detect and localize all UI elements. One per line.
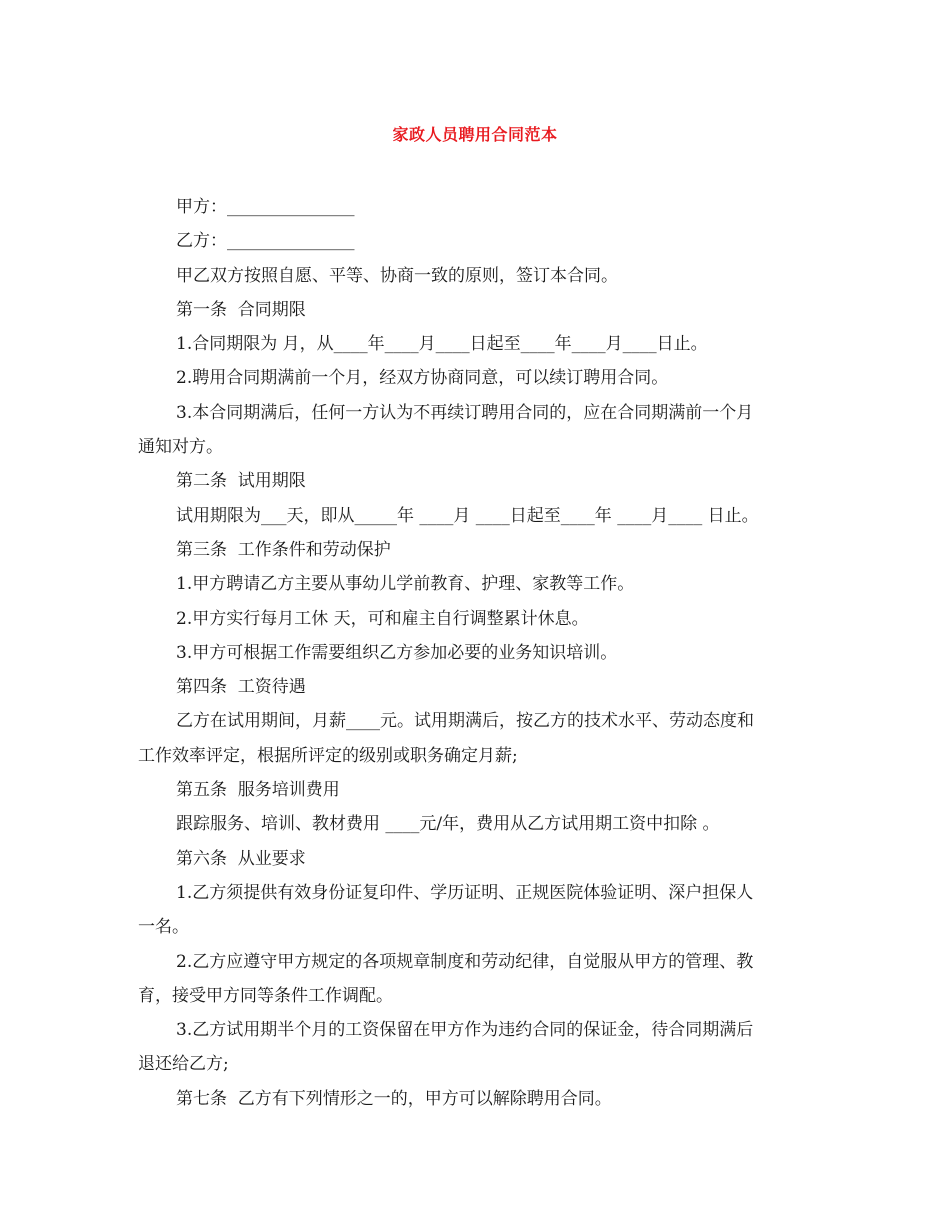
contract-body: [138, 190, 820, 1116]
article-3-clause-1: 1.甲方聘请乙方主要从事幼儿学前教育、护理、家教等工作。: [176, 574, 635, 595]
article-3-clause-3: 3.甲方可根据工作需要组织乙方参加必要的业务知识培训。: [176, 642, 618, 663]
article-4-text: 乙方在试用期间，月薪____元。试用期满后，按乙方的技术水平、劳动态度和: [176, 711, 754, 732]
article-7-heading: 第七条 乙方有下列情形之一的，甲方可以解除聘用合同。: [176, 1088, 612, 1109]
article-1-clause-3: 3.本合同期满后，任何一方认为不再续订聘用合同的，应在合同期满前一个月: [176, 402, 754, 423]
article-4-text-continued: 工作效率评定，根据所评定的级别或职务确定月薪;: [138, 745, 518, 766]
document-title: 家政人员聘用合同范本: [392, 125, 558, 144]
article-6-clause-2: 2.乙方应遵守甲方规定的各项规章制度和劳动纪律，自觉服从甲方的管理、教: [176, 951, 754, 972]
article-1-clause-3-continued: 通知对方。: [138, 437, 223, 458]
article-5-heading: 第五条 服务培训费用: [176, 780, 340, 801]
article-6-clause-3-continued: 退还给乙方;: [138, 1054, 229, 1075]
article-6-clause-1: 1.乙方须提供有效身份证复印件、学历证明、正规医院体验证明、深户担保人: [176, 882, 754, 903]
article-2-text: 试用期限为___天，即从_____年 ____月 ____日起至____年 ____月____ 日止。: [176, 505, 759, 526]
article-3-heading: 第三条 工作条件和劳动保护: [176, 539, 391, 560]
article-6-clause-3: 3.乙方试用期半个月的工资保留在甲方作为违约合同的保证金，待合同期满后: [176, 1020, 754, 1041]
party-b-line: 乙方：_______________: [176, 231, 355, 252]
article-2-heading: 第二条 试用期限: [176, 471, 306, 492]
article-6-clause-2-continued: 育，接受甲方同等条件工作调配。: [138, 985, 393, 1006]
article-6-clause-1-continued: 一名。: [138, 917, 189, 938]
article-1-clause-1: 1.合同期限为 月，从____年____月____日起至____年____月____日止。: [176, 334, 708, 355]
party-a-line: 甲方：_______________: [176, 197, 355, 217]
article-4-heading: 第四条 工资待遇: [176, 677, 306, 698]
article-1-clause-2: 2.聘用合同期满前一个月，经双方协商同意，可以续订聘用合同。: [176, 368, 669, 389]
article-3-clause-2: 2.甲方实行每月工休 天，可和雇主自行调整累计休息。: [176, 608, 589, 629]
preamble-paragraph: 甲乙双方按照自愿、平等、协商一致的原则，签订本合同。: [176, 265, 618, 286]
article-6-heading: 第六条 从业要求: [176, 848, 306, 869]
article-1-heading: 第一条 合同期限: [176, 299, 306, 320]
article-5-text: 跟踪服务、培训、教材费用 ____元/年，费用从乙方试用期工资中扣除 。: [176, 814, 720, 835]
